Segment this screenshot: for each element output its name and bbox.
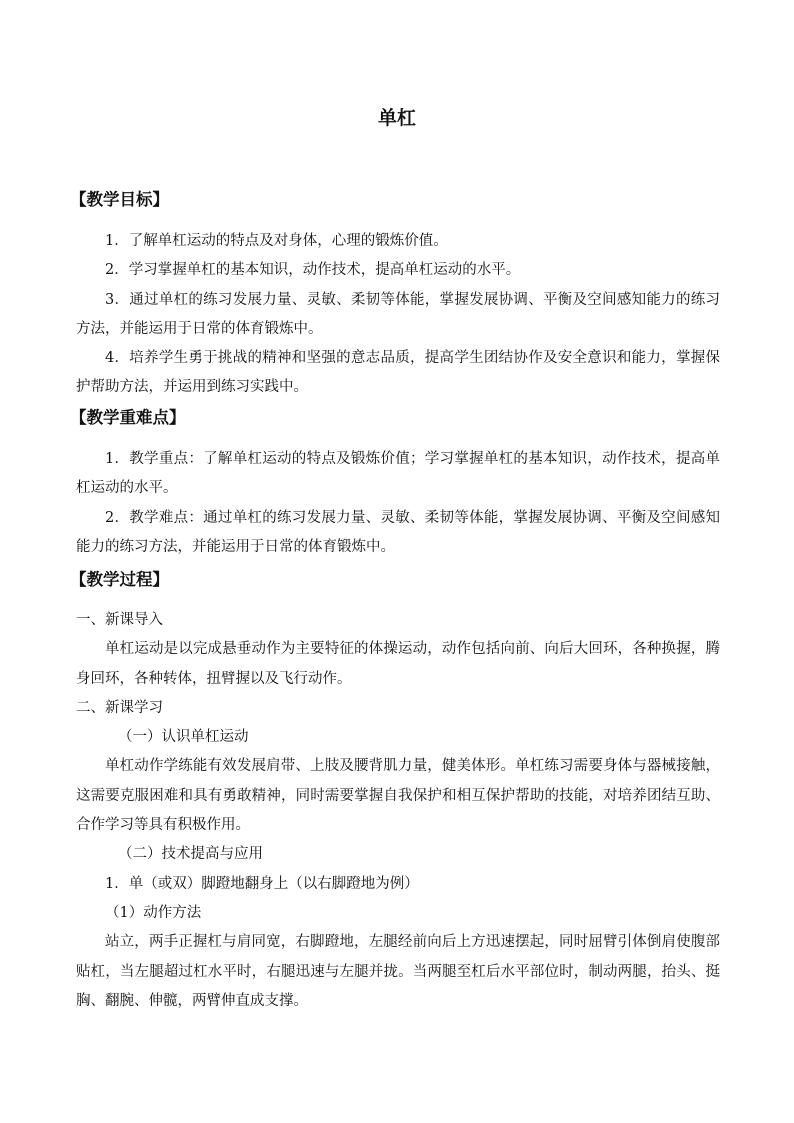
intro-text: 单杠运动是以完成悬垂动作为主要特征的体操运动，动作包括向前、向后大回环，各种换握，腾身回环，各种转体，扭臂握以及飞行动作。 bbox=[76, 641, 720, 687]
sub1-heading: （一）认识单杠运动 bbox=[118, 729, 249, 746]
intro-heading: 一、新课导入 bbox=[76, 612, 163, 628]
page-title: 单杠 bbox=[377, 107, 416, 129]
goal-item: 4．培养学生勇于挑战的精神和坚强的意志品质，提高学生团结协作及安全意识和能力，掌握保护帮助方法，并运用到练习实践中。 bbox=[76, 350, 720, 396]
sub1-text: 单杠动作学练能有效发展肩带、上肢及腰背肌力量，健美体形。单杠练习需要身体与器械接触，这需要克服困难和具有勇敢精神，同时需要掌握自我保护和相互保护帮助的技能，对培养团结互助、合作学习等具有积极作用。 bbox=[76, 758, 720, 834]
keypoint-item: 1．教学重点：了解单杠运动的特点及锻炼价值；学习掌握单杠的基本知识，动作技术，提高单杠运动的水平。 bbox=[76, 451, 720, 497]
process-heading: 【教学过程】 bbox=[70, 570, 169, 589]
keypoints-heading: 【教学重难点】 bbox=[70, 408, 186, 427]
sub2-heading: （二）技术提高与应用 bbox=[118, 846, 263, 863]
keypoints-list bbox=[76, 445, 720, 562]
goals-list bbox=[76, 227, 720, 403]
keypoint-item: 2．教学难点：通过单杠的练习发展力量、灵敏、柔韧等体能，掌握发展协调、平衡及空间感知能力的练习方法，并能运用于日常的体育锻炼中。 bbox=[76, 509, 720, 555]
item1-text: 站立，两手正握杠与肩同宽，右脚蹬地，左腿经前向后上方迅速摆起，同时屈臂引体倒肩使腹部贴杠，当左腿超过杠水平时，右腿迅速与左腿并拢。当两腿至杠后水平部位时，制动两腿，抬头、挺胸、翻腕、伸髋，两臂伸直成支撑。 bbox=[76, 934, 720, 1009]
goal-item: 2．学习掌握单杠的基本知识，动作技术，提高单杠运动的水平。 bbox=[105, 262, 521, 279]
item1-sub: （1）动作方法 bbox=[105, 904, 202, 921]
process-body bbox=[76, 606, 720, 1016]
goals-heading: 【教学目标】 bbox=[70, 190, 169, 209]
goal-item: 3．通过单杠的练习发展力量、灵敏、柔韧等体能，掌握发展协调、平衡及空间感知能力的练习方法，并能运用于日常的体育锻炼中。 bbox=[76, 291, 720, 337]
study-heading: 二、新课学习 bbox=[76, 699, 163, 716]
goal-item: 1．了解单杠运动的特点及对身体，心理的锻炼价值。 bbox=[105, 233, 448, 249]
item1-heading: 1．单（或双）脚蹬地翻身上（以右脚蹬地为例） bbox=[105, 875, 419, 892]
